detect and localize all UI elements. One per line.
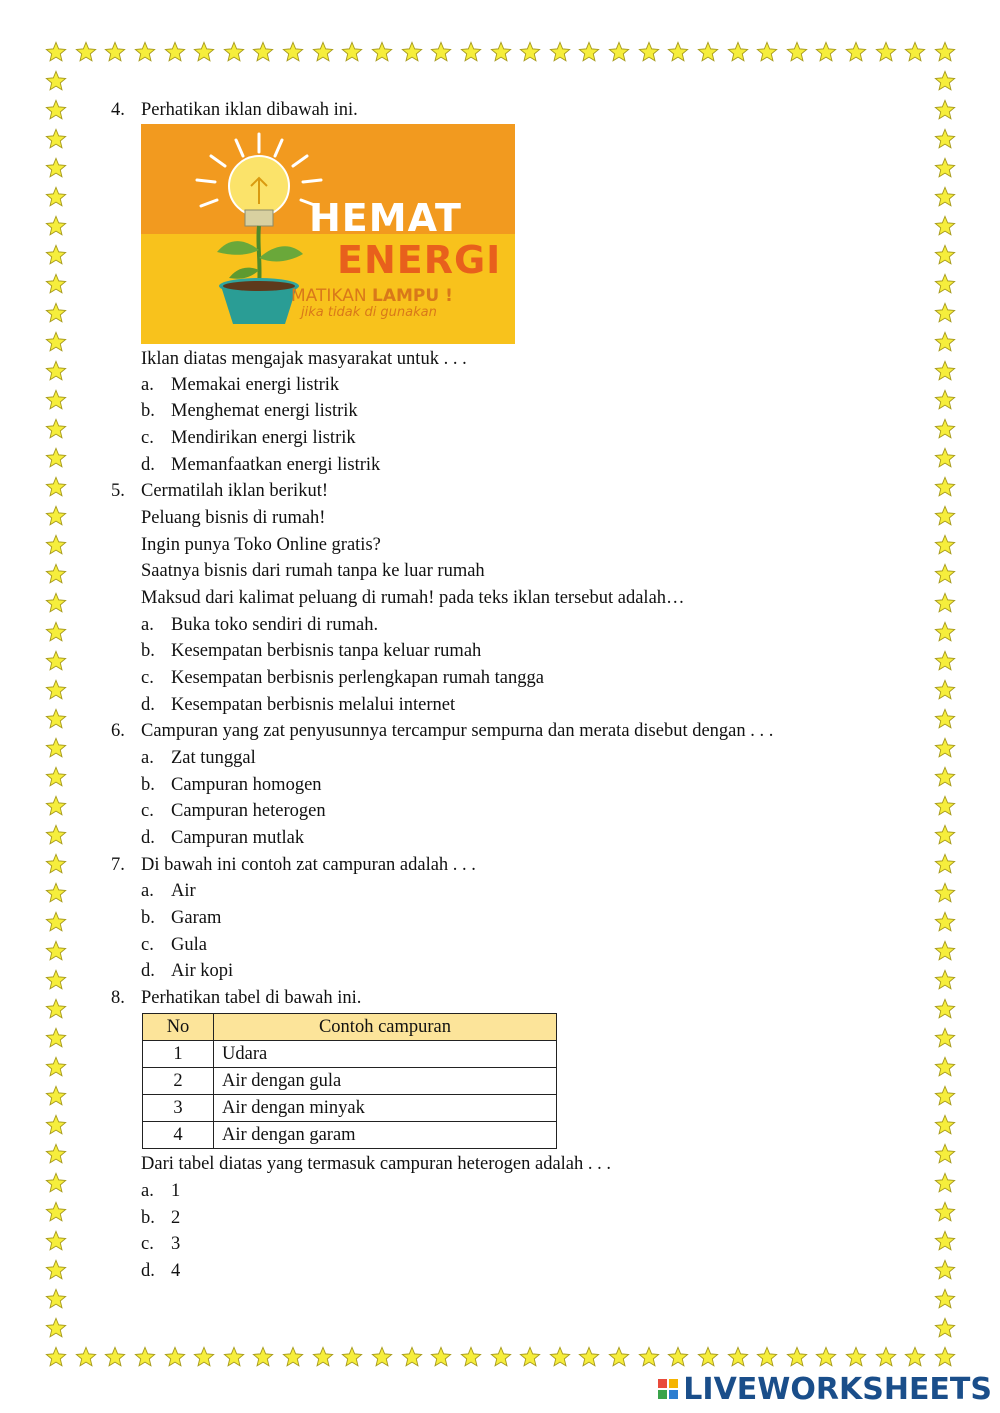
star-icon [608,41,630,63]
star-icon [934,476,956,498]
star-icon [282,1346,304,1368]
star-icon [45,41,67,63]
star-icon [934,795,956,817]
star-icon [45,1143,67,1165]
star-icon [638,41,660,63]
star-icon [934,1317,956,1339]
star-icon [371,1346,393,1368]
question-5-option-text[interactable]: Kesempatan berbisnis perlengkapan rumah tangga [171,668,544,688]
star-icon [164,41,186,63]
question-6-stem: Campuran yang zat penyusunnya tercampur sempurna dan merata disebut dengan . . . [141,721,774,741]
star-icon [934,853,956,875]
star-icon [490,41,512,63]
table-header-no: No [143,1014,214,1041]
star-icon [934,215,956,237]
table-header-row [143,1014,557,1041]
ad-slogan-matikan: MATIKAN [291,286,372,306]
star-icon [934,940,956,962]
star-icon [223,41,245,63]
star-icon [45,882,67,904]
star-icon [45,70,67,92]
star-icon [934,911,956,933]
table-cell-no: 2 [143,1068,214,1095]
star-icon [45,476,67,498]
star-icon [934,157,956,179]
question-8-number: 8. [111,988,125,1008]
question-8-option-text[interactable]: 3 [171,1234,181,1254]
question-6-option-text[interactable]: Campuran mutlak [171,828,305,848]
star-icon [45,1346,67,1368]
star-icon [638,1346,660,1368]
star-icon [490,1346,512,1368]
star-icon [45,592,67,614]
table-row [143,1068,557,1095]
liveworksheets-logo[interactable] [657,1371,992,1407]
question-8-option-text[interactable]: 1 [171,1181,181,1201]
question-4-number: 4. [111,100,125,120]
question-4-option-letter: c. [141,428,154,448]
star-icon [904,41,926,63]
star-icon [45,824,67,846]
star-icon [45,621,67,643]
star-icon [460,41,482,63]
table-cell-contoh: Air dengan garam [214,1122,557,1149]
star-icon [934,273,956,295]
question-8-option-text[interactable]: 2 [171,1208,181,1228]
star-icon [519,1346,541,1368]
star-icon [75,1346,97,1368]
star-icon [697,41,719,63]
star-icon [815,1346,837,1368]
star-icon [45,99,67,121]
question-5-option-text[interactable]: Kesempatan berbisnis melalui internet [171,695,456,715]
star-icon [756,41,778,63]
star-icon [430,41,452,63]
question-6-option-text[interactable]: Campuran homogen [171,775,322,795]
star-icon [549,1346,571,1368]
star-icon [45,766,67,788]
question-7-option-text[interactable]: Air [171,881,196,901]
question-5-ad-line: Peluang bisnis di rumah! [141,508,326,528]
star-icon [667,41,689,63]
question-4-option-letter: b. [141,401,155,421]
question-8-option-text[interactable]: 4 [171,1261,181,1281]
star-icon [934,882,956,904]
star-icon [934,534,956,556]
star-icon [312,41,334,63]
question-8-prompt: Dari tabel diatas yang termasuk campuran heterogen adalah . . . [141,1154,612,1174]
star-icon [193,41,215,63]
star-icon [45,1230,67,1252]
table-row [143,1041,557,1068]
star-icon [934,1114,956,1136]
star-icon [45,1056,67,1078]
star-icon [697,1346,719,1368]
star-icon [45,128,67,150]
question-5-option-letter: c. [141,668,154,688]
star-icon [934,1230,956,1252]
star-icon [934,505,956,527]
table-header-contoh: Contoh campuran [214,1014,557,1041]
star-icon [45,969,67,991]
star-icon [934,447,956,469]
question-6-option-text[interactable]: Zat tunggal [171,748,256,768]
star-icon [815,41,837,63]
star-icon [667,1346,689,1368]
question-4-option-text[interactable]: Memanfaatkan energi listrik [171,455,381,475]
star-icon [934,1085,956,1107]
star-icon [934,99,956,121]
star-icon [252,41,274,63]
mixture-examples-table [142,1013,557,1149]
star-icon [45,1114,67,1136]
star-icon [104,1346,126,1368]
table-cell-no: 1 [143,1041,214,1068]
question-6-option-text[interactable]: Campuran heterogen [171,801,326,821]
star-icon [934,1056,956,1078]
question-7-option-text[interactable]: Gula [171,935,207,955]
table-cell-contoh: Air dengan minyak [214,1095,557,1122]
question-8-option-letter: c. [141,1234,154,1254]
star-icon [45,418,67,440]
star-icon [223,1346,245,1368]
question-7-option-letter: c. [141,935,154,955]
star-icon [578,41,600,63]
star-icon [252,1346,274,1368]
star-icon [45,708,67,730]
star-icon [45,998,67,1020]
question-7-stem: Di bawah ini contoh zat campuran adalah . . . [141,855,476,875]
star-icon [756,1346,778,1368]
star-icon [786,1346,808,1368]
star-icon [875,1346,897,1368]
star-icon [934,621,956,643]
star-icon [45,1259,67,1281]
question-5-number: 5. [111,481,125,501]
star-icon [45,505,67,527]
star-icon [430,1346,452,1368]
question-5-prompt: Maksud dari kalimat peluang di rumah! pada teks iklan tersebut adalah… [141,588,685,608]
star-icon [934,41,956,63]
star-icon [45,1201,67,1223]
question-6-option-letter: c. [141,801,154,821]
question-5-option-letter: a. [141,615,154,635]
star-icon [45,215,67,237]
star-icon [371,41,393,63]
star-icon [75,41,97,63]
star-icon [282,41,304,63]
star-icon [519,41,541,63]
star-icon [312,1346,334,1368]
question-4-prompt: Iklan diatas mengajak masyarakat untuk . . . [141,349,467,369]
question-7-option-text[interactable]: Air kopi [171,961,234,981]
star-icon [934,1201,956,1223]
question-5-stem: Cermatilah iklan berikut! [141,481,328,501]
star-icon [934,1288,956,1310]
star-icon [608,1346,630,1368]
star-icon [193,1346,215,1368]
star-icon [45,1027,67,1049]
ad-subslogan: jika tidak di gunakan [301,305,437,320]
question-5-option-letter: d. [141,695,155,715]
question-5-option-text[interactable]: Kesempatan berbisnis tanpa keluar rumah [171,641,482,661]
star-icon [934,998,956,1020]
star-icon [727,41,749,63]
star-icon [934,1172,956,1194]
star-icon [134,1346,156,1368]
question-8-option-letter: a. [141,1181,154,1201]
star-icon [549,41,571,63]
star-icon [45,302,67,324]
question-7-option-letter: a. [141,881,154,901]
star-icon [45,940,67,962]
ad-slogan-lampu: LAMPU ! [371,286,453,306]
question-6-option-letter: b. [141,775,155,795]
table-cell-no: 4 [143,1122,214,1149]
star-icon [45,1085,67,1107]
question-5-option-text[interactable]: Buka toko sendiri di rumah. [171,615,379,635]
star-icon [934,650,956,672]
question-7-option-letter: d. [141,961,155,981]
hemat-energi-advertisement-image [141,124,515,344]
star-icon [45,1317,67,1339]
star-icon [934,360,956,382]
liveworksheets-logo-text: LIVEWORKSHEETS [683,1371,992,1407]
question-5-ad-line: Saatnya bisnis dari rumah tanpa ke luar rumah [141,561,485,581]
star-icon [45,795,67,817]
star-icon [727,1346,749,1368]
star-icon [934,331,956,353]
question-6-option-letter: d. [141,828,155,848]
question-7-number: 7. [111,855,125,875]
star-icon [104,41,126,63]
star-icon [934,592,956,614]
star-icon [45,650,67,672]
star-icon [875,41,897,63]
star-icon [934,824,956,846]
question-4-stem: Perhatikan iklan dibawah ini. [141,100,358,120]
ad-title-hemat: HEMAT [309,196,462,240]
star-icon [934,1143,956,1165]
liveworksheets-logo-icon [657,1378,679,1400]
star-icon [934,679,956,701]
question-4-option-letter: a. [141,375,154,395]
star-icon [934,186,956,208]
question-4-option-text[interactable]: Memakai energi listrik [171,375,340,395]
star-icon [934,302,956,324]
star-icon [45,389,67,411]
question-6-number: 6. [111,721,125,741]
question-6-option-letter: a. [141,748,154,768]
star-icon [45,853,67,875]
star-icon [934,389,956,411]
star-icon [845,1346,867,1368]
star-icon [934,244,956,266]
star-icon [45,911,67,933]
star-icon [401,41,423,63]
star-icon [45,737,67,759]
table-row [143,1122,557,1149]
star-icon [786,41,808,63]
question-8-stem: Perhatikan tabel di bawah ini. [141,988,362,1008]
star-icon [164,1346,186,1368]
star-icon [934,418,956,440]
star-icon [45,447,67,469]
star-icon [460,1346,482,1368]
star-icon [45,679,67,701]
star-icon [934,766,956,788]
table-row [143,1095,557,1122]
table-cell-no: 3 [143,1095,214,1122]
star-icon [134,41,156,63]
star-icon [45,1172,67,1194]
star-icon [578,1346,600,1368]
star-icon [934,128,956,150]
question-4-option-letter: d. [141,455,155,475]
star-icon [934,1346,956,1368]
question-8-option-letter: d. [141,1261,155,1281]
ad-slogan [291,286,453,306]
star-icon [934,1259,956,1281]
star-icon [45,157,67,179]
star-icon [45,244,67,266]
table-cell-contoh: Air dengan gula [214,1068,557,1095]
star-icon [45,1288,67,1310]
question-8-option-letter: b. [141,1208,155,1228]
star-icon [341,1346,363,1368]
star-icon [934,70,956,92]
star-icon [45,360,67,382]
star-icon [934,1027,956,1049]
star-icon [45,331,67,353]
star-icon [341,41,363,63]
star-icon [904,1346,926,1368]
star-icon [934,737,956,759]
star-icon [934,708,956,730]
star-icon [45,186,67,208]
question-5-option-letter: b. [141,641,155,661]
star-icon [401,1346,423,1368]
question-4-option-text[interactable]: Menghemat energi listrik [171,401,358,421]
star-icon [934,969,956,991]
question-4-option-text[interactable]: Mendirikan energi listrik [171,428,356,448]
question-5-ad-line: Ingin punya Toko Online gratis? [141,535,381,555]
star-icon [845,41,867,63]
star-icon [45,534,67,556]
star-icon [934,563,956,585]
question-7-option-letter: b. [141,908,155,928]
question-7-option-text[interactable]: Garam [171,908,222,928]
table-cell-contoh: Udara [214,1041,557,1068]
ad-title-energi: ENERGI [337,238,502,282]
star-icon [45,563,67,585]
star-icon [45,273,67,295]
